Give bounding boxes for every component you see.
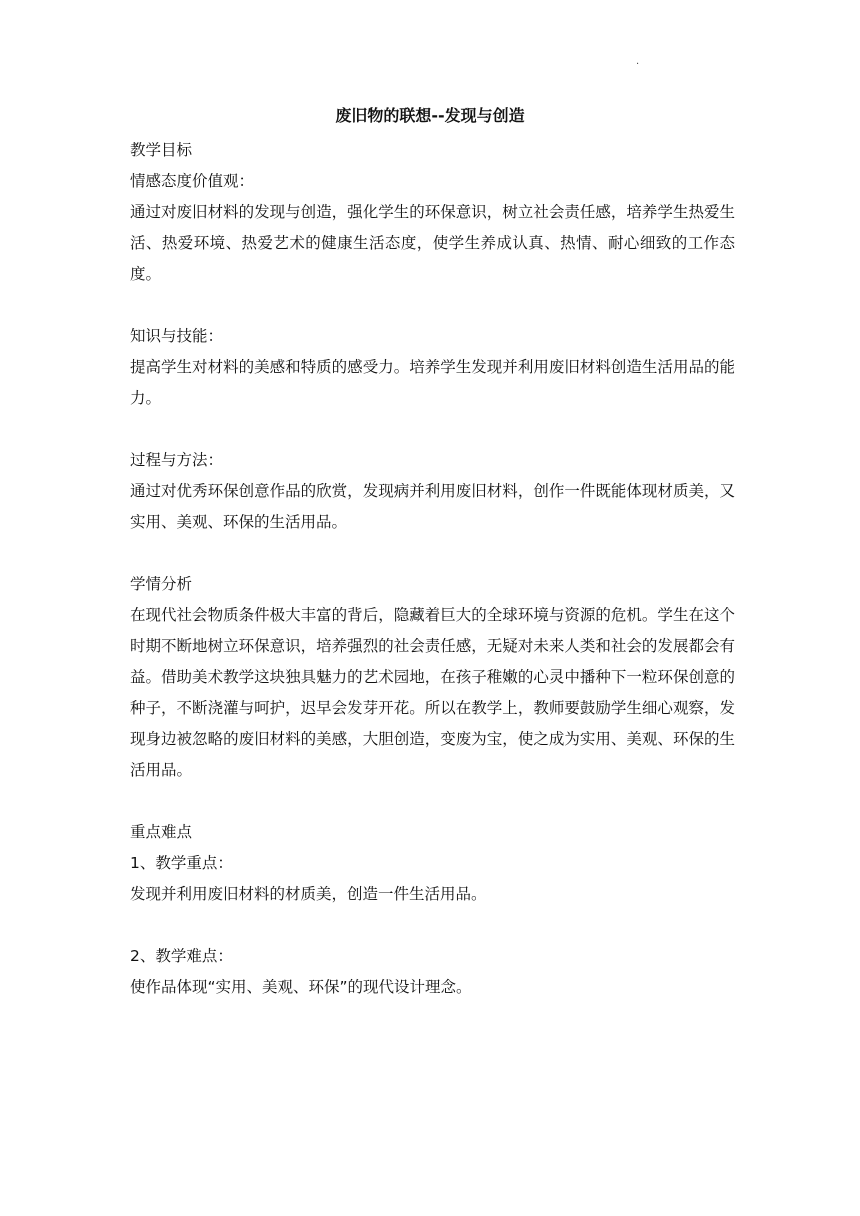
analysis-heading: 学情分析	[130, 575, 193, 593]
header-dot: .	[636, 56, 640, 67]
spacer	[130, 910, 735, 941]
process-text: 通过对优秀环保创意作品的欣赏，发现病并利用废旧材料，创作一件既能体现材质美，又实用、美观、环保的生活用品。	[130, 482, 735, 531]
knowledge-text: 提高学生对材料的美感和特质的感受力。培养学生发现并利用废旧材料创造生活用品的能力。	[130, 358, 735, 407]
emotion-text: 通过对废旧材料的发现与创造，强化学生的环保意识，树立社会责任感，培养学生热爱生活、热爱环境、热爱艺术的健康生活态度，使学生养成认真、热情、耐心细致的工作态度。	[130, 203, 735, 283]
focus-label: 1、教学重点：	[130, 854, 233, 872]
spacer	[130, 414, 735, 445]
difficulty-label: 2、教学难点：	[130, 947, 233, 965]
process-label: 过程与方法：	[130, 451, 224, 469]
spacer	[130, 786, 735, 817]
focus-text: 发现并利用废旧材料的材质美，创造一件生活用品。	[130, 885, 487, 903]
emotion-label: 情感态度价值观：	[130, 172, 255, 190]
spacer	[130, 538, 735, 569]
document-body	[130, 135, 735, 1003]
key-points-heading: 重点难点	[130, 823, 193, 841]
page-title: 废旧物的联想--发现与创造	[335, 106, 525, 125]
analysis-text: 在现代社会物质条件极大丰富的背后，隐藏着巨大的全球环境与资源的危机。学生在这个时期不断地树立环保意识，培养强烈的社会责任感，无疑对未来人类和社会的发展都会有益。借助美术教学这块独具魅力的艺术园地，在孩子稚嫩的心灵中播种下一粒环保创意的种子，不断浇灌与呵护，迟早会发芽开花。所以在教学上，教师要鼓励学生细心观察，发现身边被忽略的废旧材料的美感，大胆创造，变废为宝，使之成为实用、美观、环保的生活用品。	[130, 606, 735, 779]
knowledge-label: 知识与技能：	[130, 327, 224, 345]
spacer	[130, 290, 735, 321]
objectives-heading: 教学目标	[130, 141, 193, 159]
difficulty-text: 使作品体现“实用、美观、环保”的现代设计理念。	[130, 978, 472, 996]
